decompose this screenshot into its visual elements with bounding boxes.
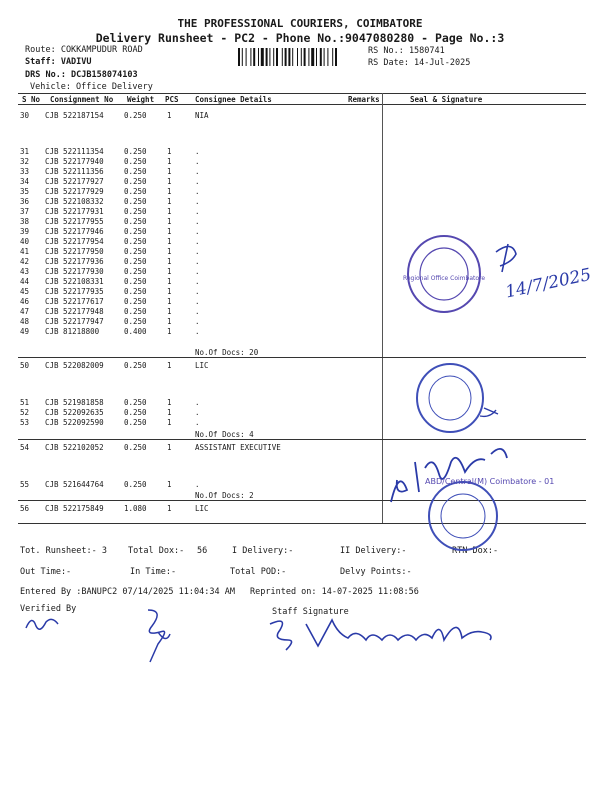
sno: 45	[20, 287, 30, 296]
consignment-no: CJB 522111354	[45, 147, 104, 156]
consignee: LIC	[195, 361, 209, 370]
sno: 47	[20, 307, 30, 316]
weight: 0.250	[124, 207, 147, 216]
weight: 0.250	[124, 287, 147, 296]
consignment-no: CJB 522177927	[45, 177, 104, 186]
sno: 43	[20, 267, 30, 276]
consignment-no: CJB 521644764	[45, 480, 104, 489]
consignee: .	[195, 287, 200, 296]
sno: 54	[20, 443, 30, 452]
sno: 49	[20, 327, 30, 336]
pcs: 1	[167, 217, 172, 226]
barcode-bar	[324, 48, 325, 66]
barcode-bar	[288, 48, 290, 66]
rtn-dox: RTN Dox:-	[452, 546, 499, 556]
consignment-no: CJB 522102052	[45, 443, 104, 452]
consignee: .	[195, 147, 200, 156]
weight: 0.250	[124, 197, 147, 206]
consignment-no: CJB 522177954	[45, 237, 104, 246]
weight: 0.250	[124, 398, 147, 407]
consignment-no: CJB 522177936	[45, 257, 104, 266]
barcode-bar	[308, 48, 309, 66]
pcs: 1	[167, 157, 172, 166]
barcode-bar	[282, 48, 283, 66]
barcode-bar	[276, 48, 278, 66]
col-seal-signature: Seal & Signature	[410, 95, 483, 104]
barcode-bar	[285, 48, 287, 66]
consignment-no: CJB 522175849	[45, 504, 104, 513]
pcs: 1	[167, 361, 172, 370]
weight: 0.250	[124, 187, 147, 196]
weight: 0.250	[124, 257, 147, 266]
pcs: 1	[167, 398, 172, 407]
consignee: .	[195, 217, 200, 226]
entered-by: Entered By :BANUPC2 07/14/2025 11:04:34 AM	[20, 587, 235, 597]
sno: 52	[20, 408, 30, 417]
barcode-bar	[242, 48, 243, 66]
staff-signature-label: Staff Signature	[272, 607, 349, 617]
sno: 56	[20, 504, 30, 513]
out-time: Out Time:-	[20, 567, 72, 577]
sno: 51	[20, 398, 30, 407]
barcode-bar	[266, 48, 268, 66]
weight: 0.250	[124, 237, 147, 246]
consignment-no: CJB 522092635	[45, 408, 104, 417]
col-remarks: Remarks	[348, 95, 380, 104]
weight: 0.250	[124, 480, 147, 489]
consignment-no: CJB 81218800	[45, 327, 100, 336]
consignee: LIC	[195, 504, 209, 513]
pcs: 1	[167, 247, 172, 256]
col-pcs: PCS	[165, 95, 179, 104]
vehicle: Vehicle: Office Delivery	[30, 82, 153, 92]
consignee: .	[195, 227, 200, 236]
pcs: 1	[167, 504, 172, 513]
verifier-initials	[22, 610, 62, 638]
barcode-bar	[335, 48, 337, 66]
weight: 0.250	[124, 361, 147, 370]
sno: 32	[20, 157, 30, 166]
pcs: 1	[167, 177, 172, 186]
pcs: 1	[167, 297, 172, 306]
total-dox-value: 56	[197, 546, 208, 556]
group-doc-count: No.Of Docs: 20	[195, 348, 259, 357]
consignment-no: CJB 521981858	[45, 398, 104, 407]
sno: 34	[20, 177, 30, 186]
consignment-no: CJB 522108332	[45, 197, 104, 206]
consignment-no: CJB 522092590	[45, 418, 104, 427]
consignment-no: CJB 522177947	[45, 317, 104, 326]
stamp-text: Regional Office Coimbatore	[402, 275, 486, 282]
handwritten-date-text: 14/7/2025	[503, 264, 593, 303]
consignment-no: CJB 522177929	[45, 187, 104, 196]
consignment-no: CJB 522177940	[45, 157, 104, 166]
weight: 0.250	[124, 147, 147, 156]
consignee: .	[195, 327, 200, 336]
consignee: .	[195, 167, 200, 176]
sno: 36	[20, 197, 30, 206]
i-delivery: I Delivery:-	[232, 546, 294, 556]
sno: 40	[20, 237, 30, 246]
weight: 0.250	[124, 297, 147, 306]
consignment-no: CJB 522177617	[45, 297, 104, 306]
signature-and-stamp-lower	[385, 432, 555, 552]
sno: 55	[20, 480, 30, 489]
barcode-bar	[316, 48, 317, 66]
consignment-no: CJB 522177931	[45, 207, 104, 216]
barcode-bar	[261, 48, 264, 66]
weight: 0.250	[124, 157, 147, 166]
office-stamp-middle	[410, 358, 490, 436]
weight: 0.250	[124, 443, 147, 452]
consignee: .	[195, 480, 200, 489]
route: Route: COKKAMPUDUR ROAD	[25, 45, 143, 55]
verifier-signature	[140, 604, 176, 666]
consignee: .	[195, 257, 200, 266]
weight: 0.250	[124, 227, 147, 236]
barcode-bar	[304, 48, 306, 66]
pcs: 1	[167, 307, 172, 316]
pcs: 1	[167, 257, 172, 266]
consignment-no: CJB 522108331	[45, 277, 104, 286]
consignee: .	[195, 157, 200, 166]
barcode-bar	[301, 48, 302, 66]
drs-number: DRS No.: DCJB158074103	[25, 70, 138, 80]
consignee: .	[195, 307, 200, 316]
barcode-bar	[297, 48, 298, 66]
weight: 0.250	[124, 217, 147, 226]
sno: 37	[20, 207, 30, 216]
office-stamp-upper	[404, 232, 484, 316]
pcs: 1	[167, 317, 172, 326]
consignee: .	[195, 177, 200, 186]
rs-date: RS Date: 14-Jul-2025	[368, 58, 471, 68]
barcode-bar	[320, 48, 322, 66]
sno: 46	[20, 297, 30, 306]
barcode-bar	[292, 48, 293, 66]
consignee: .	[195, 418, 200, 427]
weight: 0.250	[124, 247, 147, 256]
consignee: .	[195, 277, 200, 286]
barcode-bar	[246, 48, 247, 66]
barcode-bar	[273, 48, 274, 66]
sno: 39	[20, 227, 30, 236]
consignee: ASSISTANT EXECUTIVE	[195, 443, 281, 452]
document-subtitle: Delivery Runsheet - PC2 - Phone No.:9047080280 - Page No.:3	[95, 31, 505, 45]
barcode-bar	[311, 48, 314, 66]
consignment-no: CJB 522082009	[45, 361, 104, 370]
sno: 41	[20, 247, 30, 256]
sno: 38	[20, 217, 30, 226]
consignment-no: CJB 522111356	[45, 167, 104, 176]
col-weight: Weight	[127, 95, 155, 104]
consignee: NIA	[195, 111, 209, 120]
consignee: .	[195, 398, 200, 407]
consignee: .	[195, 187, 200, 196]
consignee: .	[195, 317, 200, 326]
consignment-no: CJB 522177935	[45, 287, 104, 296]
col-consignment: Consignment No	[50, 95, 114, 104]
consignee: .	[195, 197, 200, 206]
weight: 0.250	[124, 418, 147, 427]
weight: 0.250	[124, 167, 147, 176]
weight: 0.250	[124, 177, 147, 186]
consignment-no: CJB 522177950	[45, 247, 104, 256]
verified-by-label: Verified By	[20, 604, 77, 614]
pcs: 1	[167, 480, 172, 489]
sno: 42	[20, 257, 30, 266]
weight: 0.250	[124, 277, 147, 286]
tot-runsheet: Tot. Runsheet:- 3	[20, 546, 107, 556]
document-title: THE PROFESSIONAL COURIERS, COIMBATORE	[177, 17, 423, 30]
pcs: 1	[167, 327, 172, 336]
pcs: 1	[167, 187, 172, 196]
col-sno: S No	[22, 95, 41, 104]
consignee: .	[195, 207, 200, 216]
consignment-no: CJB 522177948	[45, 307, 104, 316]
ii-delivery: II Delivery:-	[340, 546, 407, 556]
sno: 53	[20, 418, 30, 427]
group-doc-count: No.Of Docs: 4	[195, 430, 254, 439]
in-time: In Time:-	[130, 567, 177, 577]
pcs: 1	[167, 408, 172, 417]
rs-number: RS No.: 1580741	[368, 46, 445, 56]
pcs: 1	[167, 147, 172, 156]
pcs: 1	[167, 111, 172, 120]
pcs: 1	[167, 418, 172, 427]
pcs: 1	[167, 227, 172, 236]
weight: 0.250	[124, 307, 147, 316]
weight: 0.250	[124, 317, 147, 326]
group-doc-count: No.Of Docs: 2	[195, 491, 254, 500]
weight: 0.400	[124, 327, 147, 336]
consignment-no: CJB 522187154	[45, 111, 104, 120]
table-header-rule	[18, 104, 586, 105]
consignment-no: CJB 522177955	[45, 217, 104, 226]
pcs: 1	[167, 287, 172, 296]
handwritten-date	[482, 232, 593, 303]
pcs: 1	[167, 267, 172, 276]
barcode-bar	[332, 48, 333, 66]
staff: Staff: VADIVU	[25, 57, 92, 67]
barcode-bar	[250, 48, 251, 66]
stamp-lower-text: ABD/Central(M) Coimbatore - 01	[425, 477, 555, 486]
barcode	[238, 48, 362, 66]
pcs: 1	[167, 167, 172, 176]
consignee: .	[195, 267, 200, 276]
weight: 0.250	[124, 408, 147, 417]
group-rule	[18, 357, 586, 358]
barcode-bar	[327, 48, 328, 66]
sno: 50	[20, 361, 30, 370]
consignee: .	[195, 297, 200, 306]
consignee: .	[195, 237, 200, 246]
total-dox-label: Total Dox:-	[128, 546, 185, 556]
sno: 31	[20, 147, 30, 156]
pcs: 1	[167, 277, 172, 286]
sno: 33	[20, 167, 30, 176]
pcs: 1	[167, 207, 172, 216]
barcode-bar	[253, 48, 255, 66]
staff-signature	[262, 610, 502, 656]
table-top-rule	[18, 93, 586, 94]
pcs: 1	[167, 443, 172, 452]
weight: 0.250	[124, 267, 147, 276]
barcode-bar	[269, 48, 270, 66]
weight: 0.250	[124, 111, 147, 120]
consignee: .	[195, 247, 200, 256]
total-pod: Total POD:-	[230, 567, 287, 577]
barcode-bar	[258, 48, 259, 66]
sno: 48	[20, 317, 30, 326]
consignment-no: CJB 522177930	[45, 267, 104, 276]
weight: 1.080	[124, 504, 147, 513]
barcode-bar	[238, 48, 240, 66]
sno: 30	[20, 111, 30, 120]
consignee: .	[195, 408, 200, 417]
remarks-column-divider	[382, 93, 383, 523]
pcs: 1	[167, 237, 172, 246]
sno: 35	[20, 187, 30, 196]
reprinted-on: Reprinted on: 14-07-2025 11:08:56	[250, 587, 419, 597]
col-consignee: Consignee Details	[195, 95, 272, 104]
delvy-points: Delvy Points:-	[340, 567, 412, 577]
consignment-no: CJB 522177946	[45, 227, 104, 236]
sno: 44	[20, 277, 30, 286]
pcs: 1	[167, 197, 172, 206]
